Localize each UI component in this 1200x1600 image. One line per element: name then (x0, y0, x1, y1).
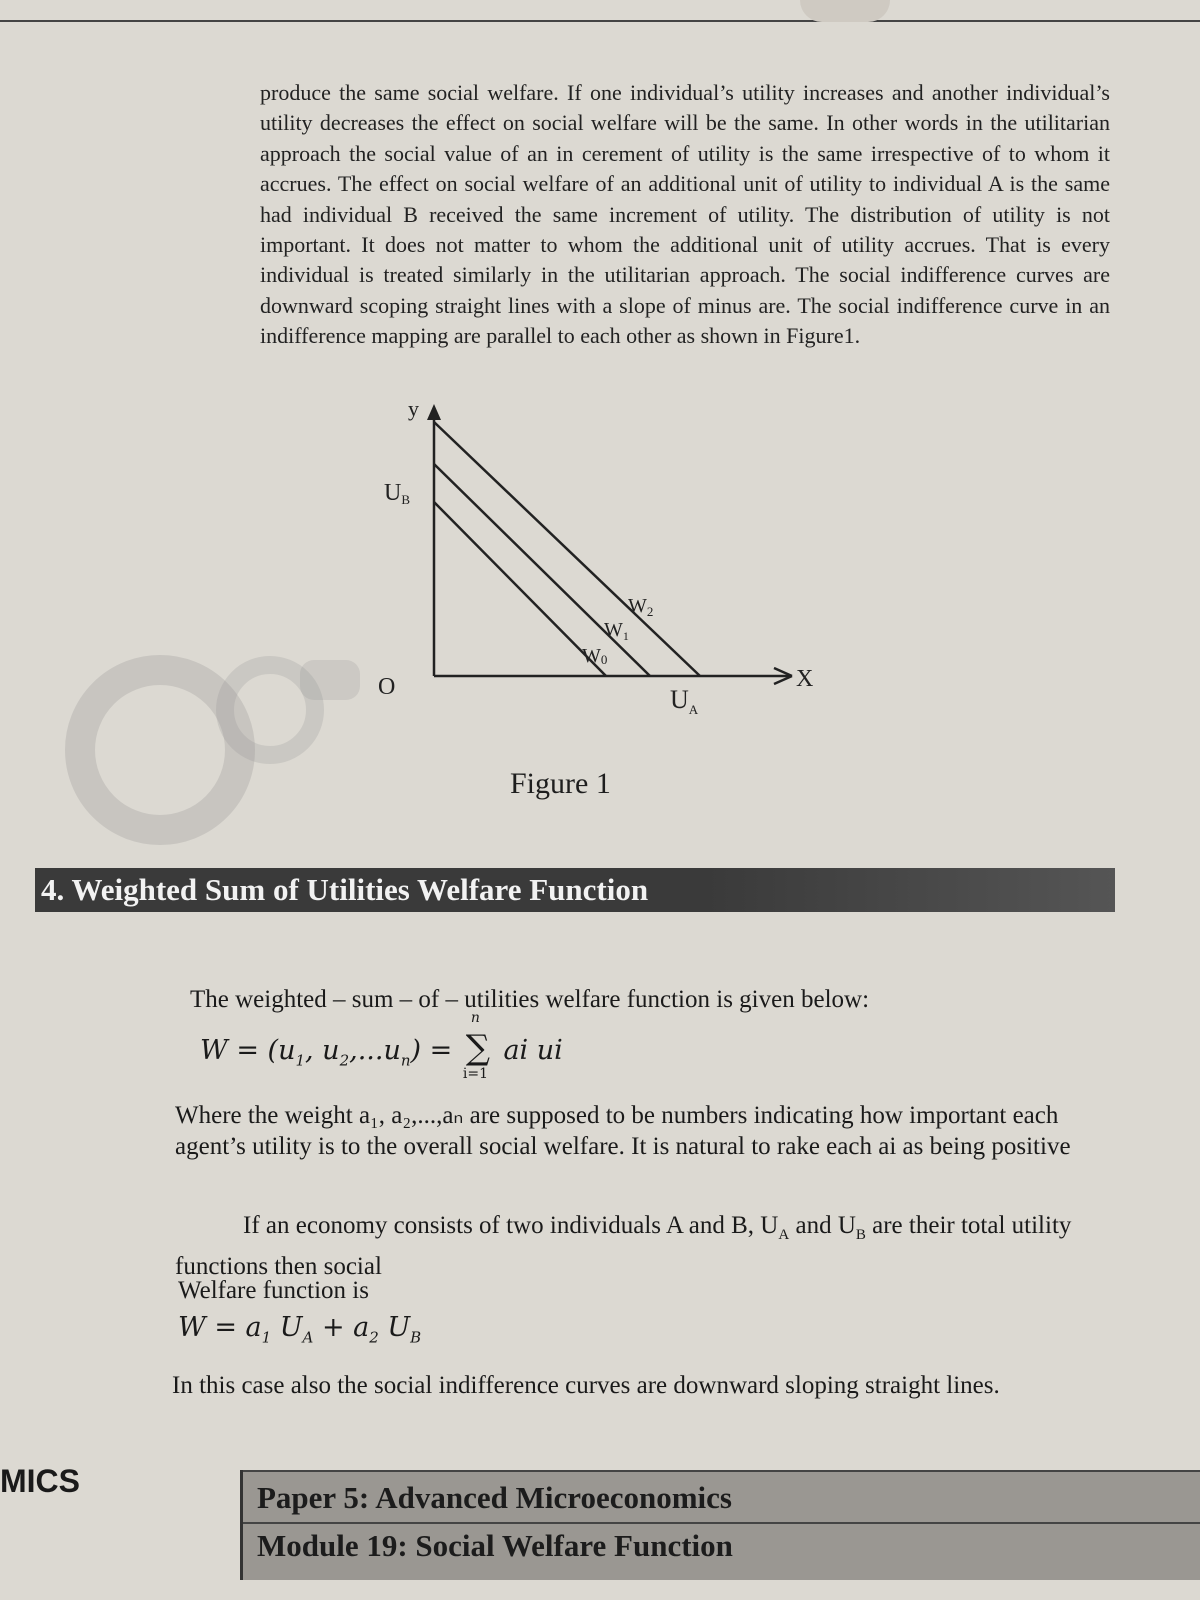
watermark-logo (40, 600, 380, 860)
y-axis-label: y (408, 400, 419, 421)
ua-label: $U_A$ (670, 685, 699, 717)
utilitarian-paragraph: produce the same social welfare. If one individual’s utility increases and another individual’s utility decreases the effect on social welfare will be the same. In other words in the utilitarian approach the social value of an in cerement of utility is the same irrespective of to whom it accrues. The effect on social welfare of an additional unit of utility to individual A is the same had individual B received the same increment of utility. The distribution of utility is not important. It does not matter to whom the additional unit of utility accrues. That is every individual is treated similarly in the utilitarian approach. The social indifference curves are downward scoping straight lines with a slope of minus are. The social indifference curve in an indifference mapping are parallel to each other as shown in Figure1. (260, 80, 1110, 349)
top-rule (0, 20, 1200, 22)
footer-module: Module 19: Social Welfare Function (257, 1528, 733, 1563)
section-heading: 4. Weighted Sum of Utilities Welfare Function (41, 872, 649, 907)
y-axis-arrowhead (427, 404, 441, 420)
footer-paper: Paper 5: Advanced Microeconomics (257, 1480, 732, 1515)
w1-label: $W_1$ (604, 619, 629, 643)
x-axis-label: X (796, 666, 814, 692)
figure-caption: Figure 1 (510, 767, 611, 800)
footer-bar (240, 1470, 1200, 1580)
equation-weighted-sum: $W = (u_1$, $u_2,...u_n$) = n ∑ i=1 ai ui (200, 1010, 563, 1082)
sigma-lower: i=1 (462, 1066, 488, 1082)
top-logo-fragment (800, 0, 890, 22)
footer-divider-middle (243, 1522, 1200, 1524)
w2-label: $W_2$ (628, 595, 654, 619)
conclusion-text: In this case also the social indifference curves are downward sloping straight lines. (172, 1372, 1000, 1399)
ub-label: UB (384, 480, 411, 507)
sigma-symbol: ∑ (465, 1028, 490, 1068)
indifference-curves-figure (360, 400, 860, 740)
curve-w0 (434, 502, 606, 676)
intro-text: The weighted – sum – of – utilities welfare function is given below: (190, 986, 870, 1013)
footer-subject: MICS (0, 1463, 80, 1499)
w0-label: W0 (582, 645, 608, 667)
sigma-upper: n (470, 1010, 480, 1026)
welfare-function-text: Welfare function is (178, 1277, 369, 1304)
section-heading-bar (35, 868, 1115, 912)
equation-two-person: $W = a_1$ $U_A + a_2$ $U_B$ (178, 1312, 422, 1347)
economy-text: If an economy consists of two individuals A and B, $U_A$ and $U_B$ are their total utility functions then social (175, 1212, 1072, 1280)
footer-divider (243, 1470, 1200, 1472)
curve-w1 (434, 464, 650, 676)
weights-text: Where the weight a₁, a₂,...,aₙ are supposed to be numbers indicating how important each agent’s utility is to the overall social welfare. It is natural to rake each ai as being positive (175, 1102, 1071, 1160)
origin-label: O (378, 674, 396, 700)
